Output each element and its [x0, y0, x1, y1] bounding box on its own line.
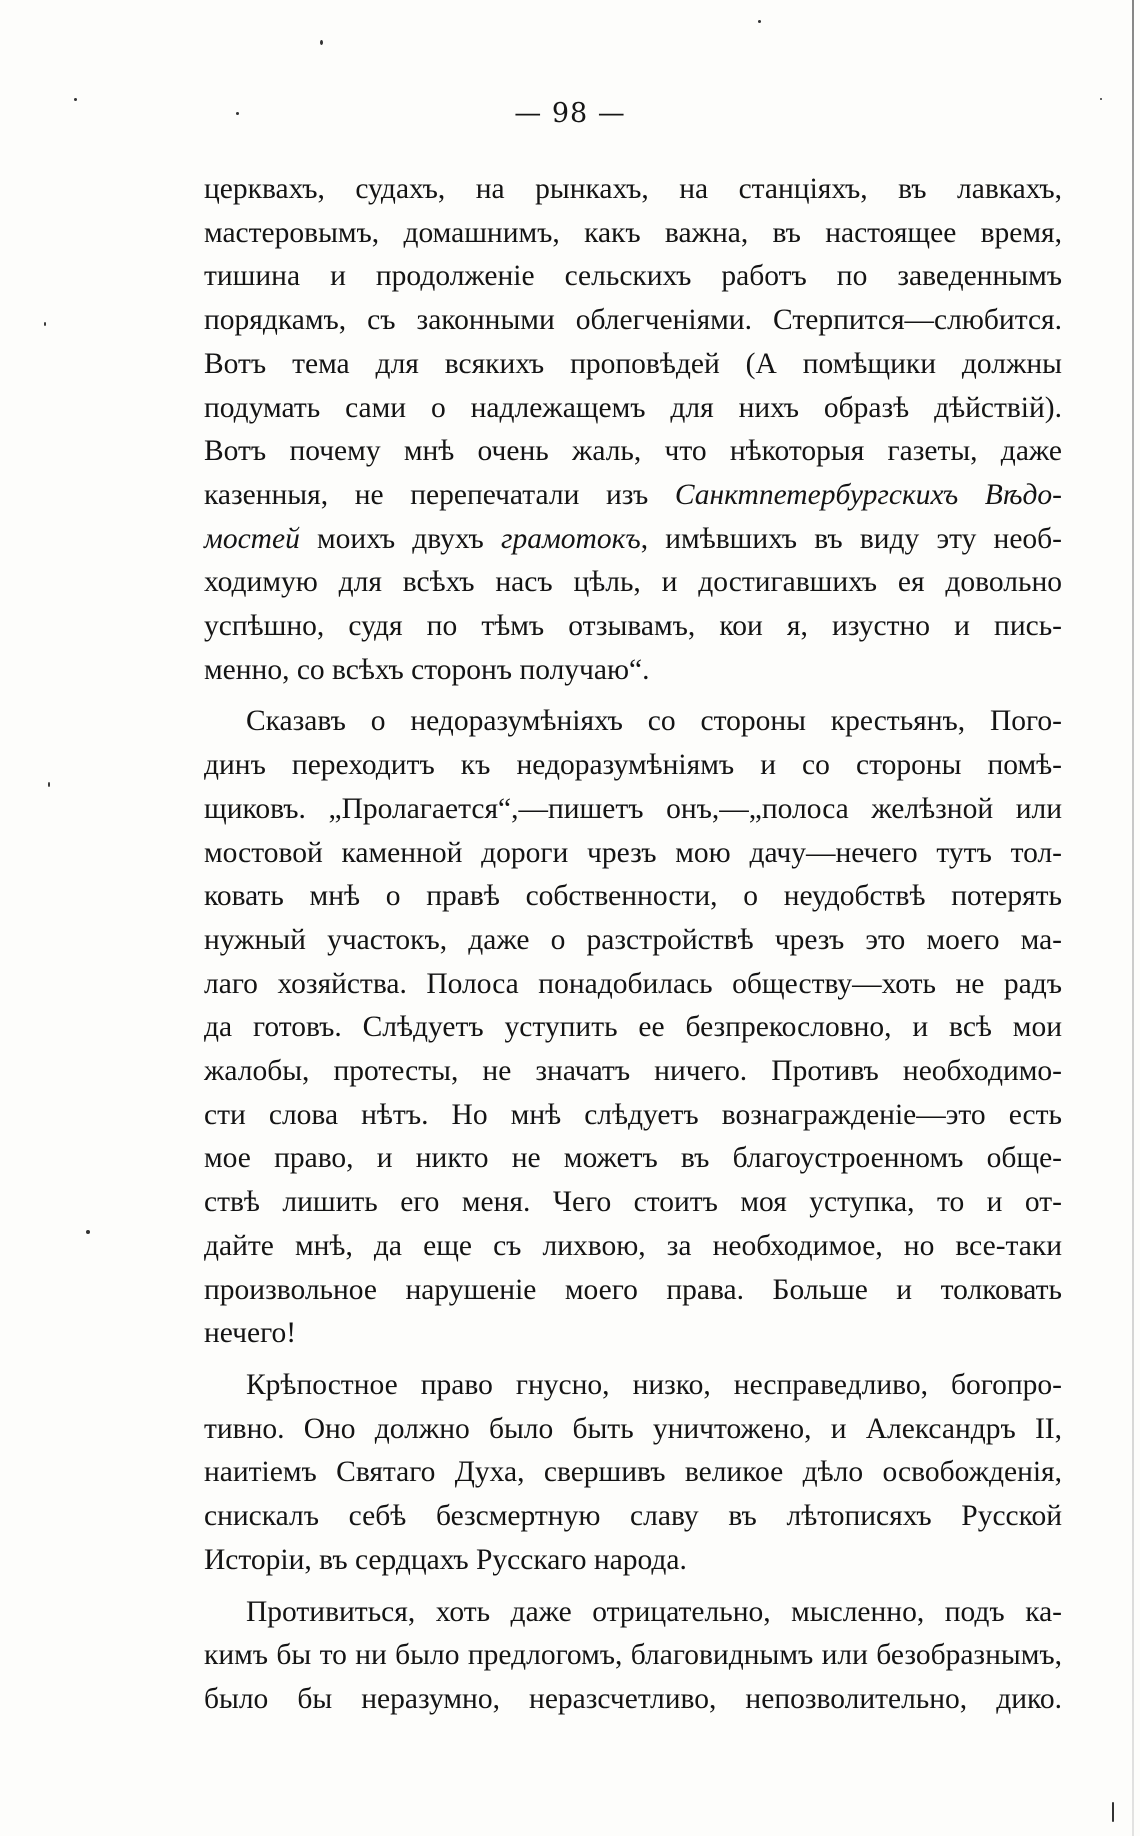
- text-line: было бы неразумно, неразсчетливо, непозволительно, дико.: [204, 1682, 1062, 1715]
- paragraph-2: [204, 700, 1062, 1356]
- text-line: Крѣпостное право гнусно, низко, несправедливо, богопро-: [246, 1368, 1062, 1401]
- text-line: мое право, и никто не можетъ въ благоустроенномъ обще-: [204, 1142, 1062, 1175]
- paragraph-gap: [204, 1583, 1062, 1591]
- text-line-with-italic: [204, 518, 1062, 562]
- paragraph-gap: [204, 1356, 1062, 1364]
- text-line: Сказавъ о недоразумѣніяхъ со стороны крестьянъ, Пого-: [246, 705, 1062, 738]
- text-line: подумать сами о надлежащемъ для нихъ образѣ дѣйствій).: [204, 391, 1062, 424]
- text-line: Вотъ тема для всякихъ проповѣдей (А помѣщики должны: [204, 347, 1062, 380]
- scan-speck: [44, 322, 46, 326]
- scan-speck: [758, 20, 761, 23]
- italic-word-fragment: грамотокъ: [500, 522, 641, 555]
- text-line: снискалъ себѣ безсмертную славу въ лѣтописяхъ Русской: [204, 1500, 1062, 1533]
- scan-speck: [320, 40, 323, 45]
- text-fragment: , имѣвшихъ въ виду эту необ-: [640, 522, 1062, 555]
- scan-speck: [86, 1230, 90, 1234]
- text-line: жалобы, протесты, не значатъ ничего. Противъ необходимо-: [204, 1055, 1062, 1088]
- text-line: нужный участокъ, даже о разстройствѣ чрезъ это моего ма-: [204, 923, 1062, 956]
- text-line: ковать мнѣ о правѣ собственности, о неудобствѣ потерять: [204, 880, 1062, 913]
- text-line: наитіемъ Святаго Духа, свершивъ великое дѣло освобожденія,: [204, 1456, 1062, 1489]
- text-line: тивно. Оно должно было быть уничтожено, и Александръ II,: [204, 1412, 1062, 1445]
- text-line: ствѣ лишить его меня. Чего стоитъ моя уступка, то и от-: [204, 1186, 1062, 1219]
- text-fragment: казенныя, не перепечатали изъ: [204, 478, 675, 511]
- page-edge-shadow: [1132, 0, 1134, 1836]
- scan-speck: [48, 782, 50, 787]
- scan-speck: [74, 98, 77, 101]
- text-fragment: моихъ двухъ: [299, 522, 501, 555]
- text-line: порядкамъ, съ законными облегченіями. Стерпится—слюбится.: [204, 304, 1062, 337]
- paragraph-3: [204, 1364, 1062, 1583]
- paragraph-gap: [204, 692, 1062, 700]
- italic-title-fragment: мостей: [204, 522, 300, 555]
- text-line: мостовой каменной дороги чрезъ мою дачу—нечего тутъ тол-: [204, 836, 1062, 869]
- text-line: сти слова нѣтъ. Но мнѣ слѣдуетъ вознагражденіе—это есть: [204, 1098, 1062, 1131]
- text-line: кимъ бы то ни было предлогомъ, благовиднымъ или безобразнымъ,: [204, 1639, 1062, 1672]
- paragraph-4: [204, 1591, 1062, 1722]
- text-line: нечего!: [204, 1317, 297, 1350]
- page-number: — 98 —: [514, 98, 626, 129]
- text-line: Противиться, хоть даже отрицательно, мысленно, подъ ка-: [246, 1595, 1062, 1628]
- page-body-text: [204, 168, 1062, 1722]
- text-line: успѣшно, судя по тѣмъ отзывамъ, кои я, изустно и пись-: [204, 610, 1062, 643]
- text-line: динъ переходитъ къ недоразумѣніямъ и со стороны помѣ-: [204, 749, 1062, 782]
- text-line: дайте мнѣ, да еще съ лихвою, за необходимое, но все-таки: [204, 1229, 1062, 1262]
- scan-speck: [236, 112, 239, 115]
- paragraph-1: [204, 168, 1062, 692]
- text-line: да готовъ. Слѣдуетъ уступить ее безпрекословно, и всѣ мои: [204, 1011, 1062, 1044]
- italic-title-fragment: Санктпетербургскихъ Вѣдо-: [674, 478, 1062, 511]
- text-line: мастеровымъ, домашнимъ, какъ важна, въ настоящее время,: [204, 216, 1062, 249]
- text-line: Исторіи, въ сердцахъ Русскаго народа.: [204, 1543, 687, 1576]
- scan-speck: [1112, 1802, 1114, 1822]
- text-line: ходимую для всѣхъ насъ цѣль, и достигавшихъ ея довольно: [204, 566, 1062, 599]
- scan-speck: [1100, 98, 1102, 100]
- text-line-with-italic: [204, 474, 1062, 518]
- text-line: щиковъ. „Пролагается“,—пишетъ онъ,—„полоса желѣзной или: [204, 792, 1062, 825]
- text-line: произвольное нарушеніе моего права. Больше и толковать: [204, 1273, 1062, 1306]
- text-line: тишина и продолженіе сельскихъ работъ по заведеннымъ: [204, 260, 1062, 293]
- text-line: церквахъ, судахъ, на рынкахъ, на станціяхъ, въ лавкахъ,: [204, 173, 1062, 205]
- text-line: менно, со всѣхъ сторонъ получаю“.: [204, 653, 650, 686]
- text-line: Вотъ почему мнѣ очень жаль, что нѣкоторыя газеты, даже: [204, 435, 1062, 468]
- text-line: лаго хозяйства. Полоса понадобилась обществу—хоть не радъ: [204, 967, 1062, 1000]
